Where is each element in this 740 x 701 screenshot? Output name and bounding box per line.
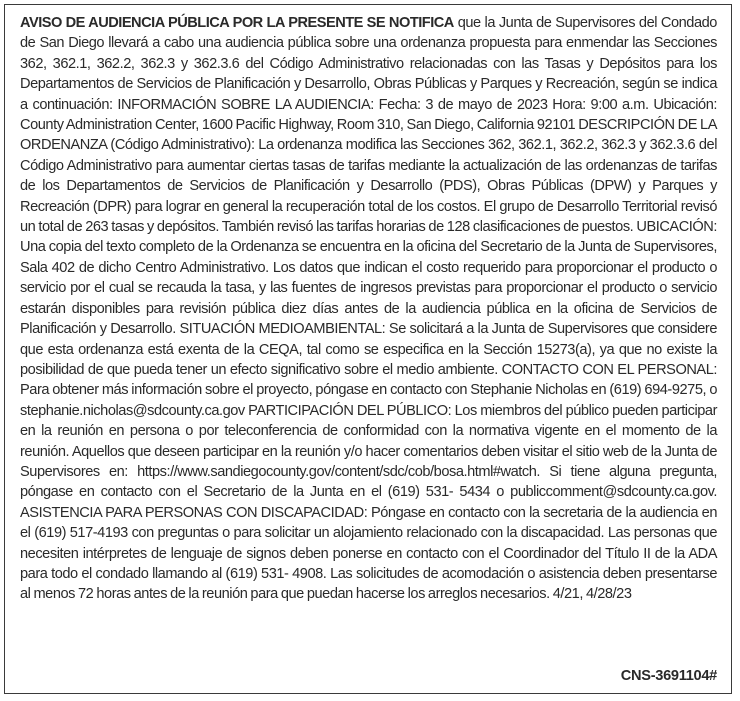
notice-heading: AVISO DE AUDIENCIA PÚBLICA POR LA PRESENTE SE NOTIFICA [20,15,454,31]
public-notice [4,4,732,694]
notice-text: que la Junta de Supervisores del Condado de San Diego llevará a cabo una audiencia pública sobre una ordenanza propuesta para enmendar las Secciones 362, 362.1, 362.2, 362.3 y 362.3.6 del Código Administrativo relacionadas con las Tasas y Depósitos para los Departamentos de Servicios de Planificación y Desarrollo, Obras Públicas y Parques y Recreación, según se indica a continuación: INFORMACIÓN SOBRE LA AUDIENCIA: Fecha: 3 de mayo de 2023 Hora: 9:00 a.m. Ubicación: County Administration Center, 1600 Pacific Highway, Room 310, San Diego, California 92101 DESCRIPCIÓN DE LA ORDENANZA (Código Administrativo): La ordenanza modifica las Secciones 362, 362.1, 362.2, 362.3 y 362.3.6 del Código Administrativo para aumentar ciertas tasas de tarifas mediante la actualización de las ordenanzas de tarifas de los Departamentos de Servicios de Planificación y Desarrollo (PDS), Obras Públicas (DPW) y Parques y Recreación (DPR) para lograr en general la recuperación total de los costos. El grupo de Desarrollo Territorial revisó un total de 263 tasas y depósitos. También revisó las tarifas horarias de 128 clasificaciones de puestos. UBICACIÓN: Una copia del texto completo de la Ordenanza se encuentra en la oficina del Secretario de la Junta de Supervisores, Sala 402 de dicho Centro Administrativo. Los datos que indican el costo requerido para proporcionar el producto o servicio por el cual se recauda la tasa, y las fuentes de ingresos previstas para proporcionar el producto o servicio estarán disponibles para revisión pública diez días antes de la audiencia pública en la oficina de Servicios de Planificación y Desarrollo. SITUACIÓN MEDIOAMBIENTAL: Se solicitará a la Junta de Supervisores que considere que esta ordenanza está exenta de la CEQA, tal como se especifica en la Sección 15273(a), ya que no existe la posibilidad de que pueda tener un efecto significativo sobre el medio ambiente. CONTACTO CON EL PERSONAL: Para obtener más información sobre el proyecto, póngase en contacto con Stephanie Nicholas en (619) 694-9275, o stephanie.nicholas@sdcounty.ca.gov PARTICIPACIÓN DEL PÚBLICO: Los miembros del público pueden participar en la reunión en persona o por teleconferencia de conformidad con la normativa vigente en el momento de la reunión. Aquellos que deseen participar en la reunión y/o hacer comentarios deben visitar el sitio web de la Junta de Supervisores en: https://www.sandiegocounty.gov/content/sdc/cob/bosa.html#watch. Si tiene alguna pregunta, póngase en contacto con el Secretario de la Junta en el (619) 531- 5434 o publiccomment@sdcounty.ca.gov. ASISTENCIA PARA PERSONAS CON DISCAPACIDAD: Póngase en contacto con la secretaria de la audiencia en el (619) 517-4193 con preguntas o para solicitar un alojamiento relacionado con la discapacidad. Las personas que necesiten intérpretes de lenguaje de signos deben ponerse en contacto con el Coordinador del Título II de la ADA para todo el condado llamando al (619) 531- 4908. Las solicitudes de acomodación o asistencia deben presentarse al menos 72 horas antes de la reunión para que puedan hacerse los arreglos necesarios. 4/21, 4/28/23 [20,15,717,603]
notice-id: CNS-3691104# [620,667,717,684]
notice-body [20,13,717,605]
